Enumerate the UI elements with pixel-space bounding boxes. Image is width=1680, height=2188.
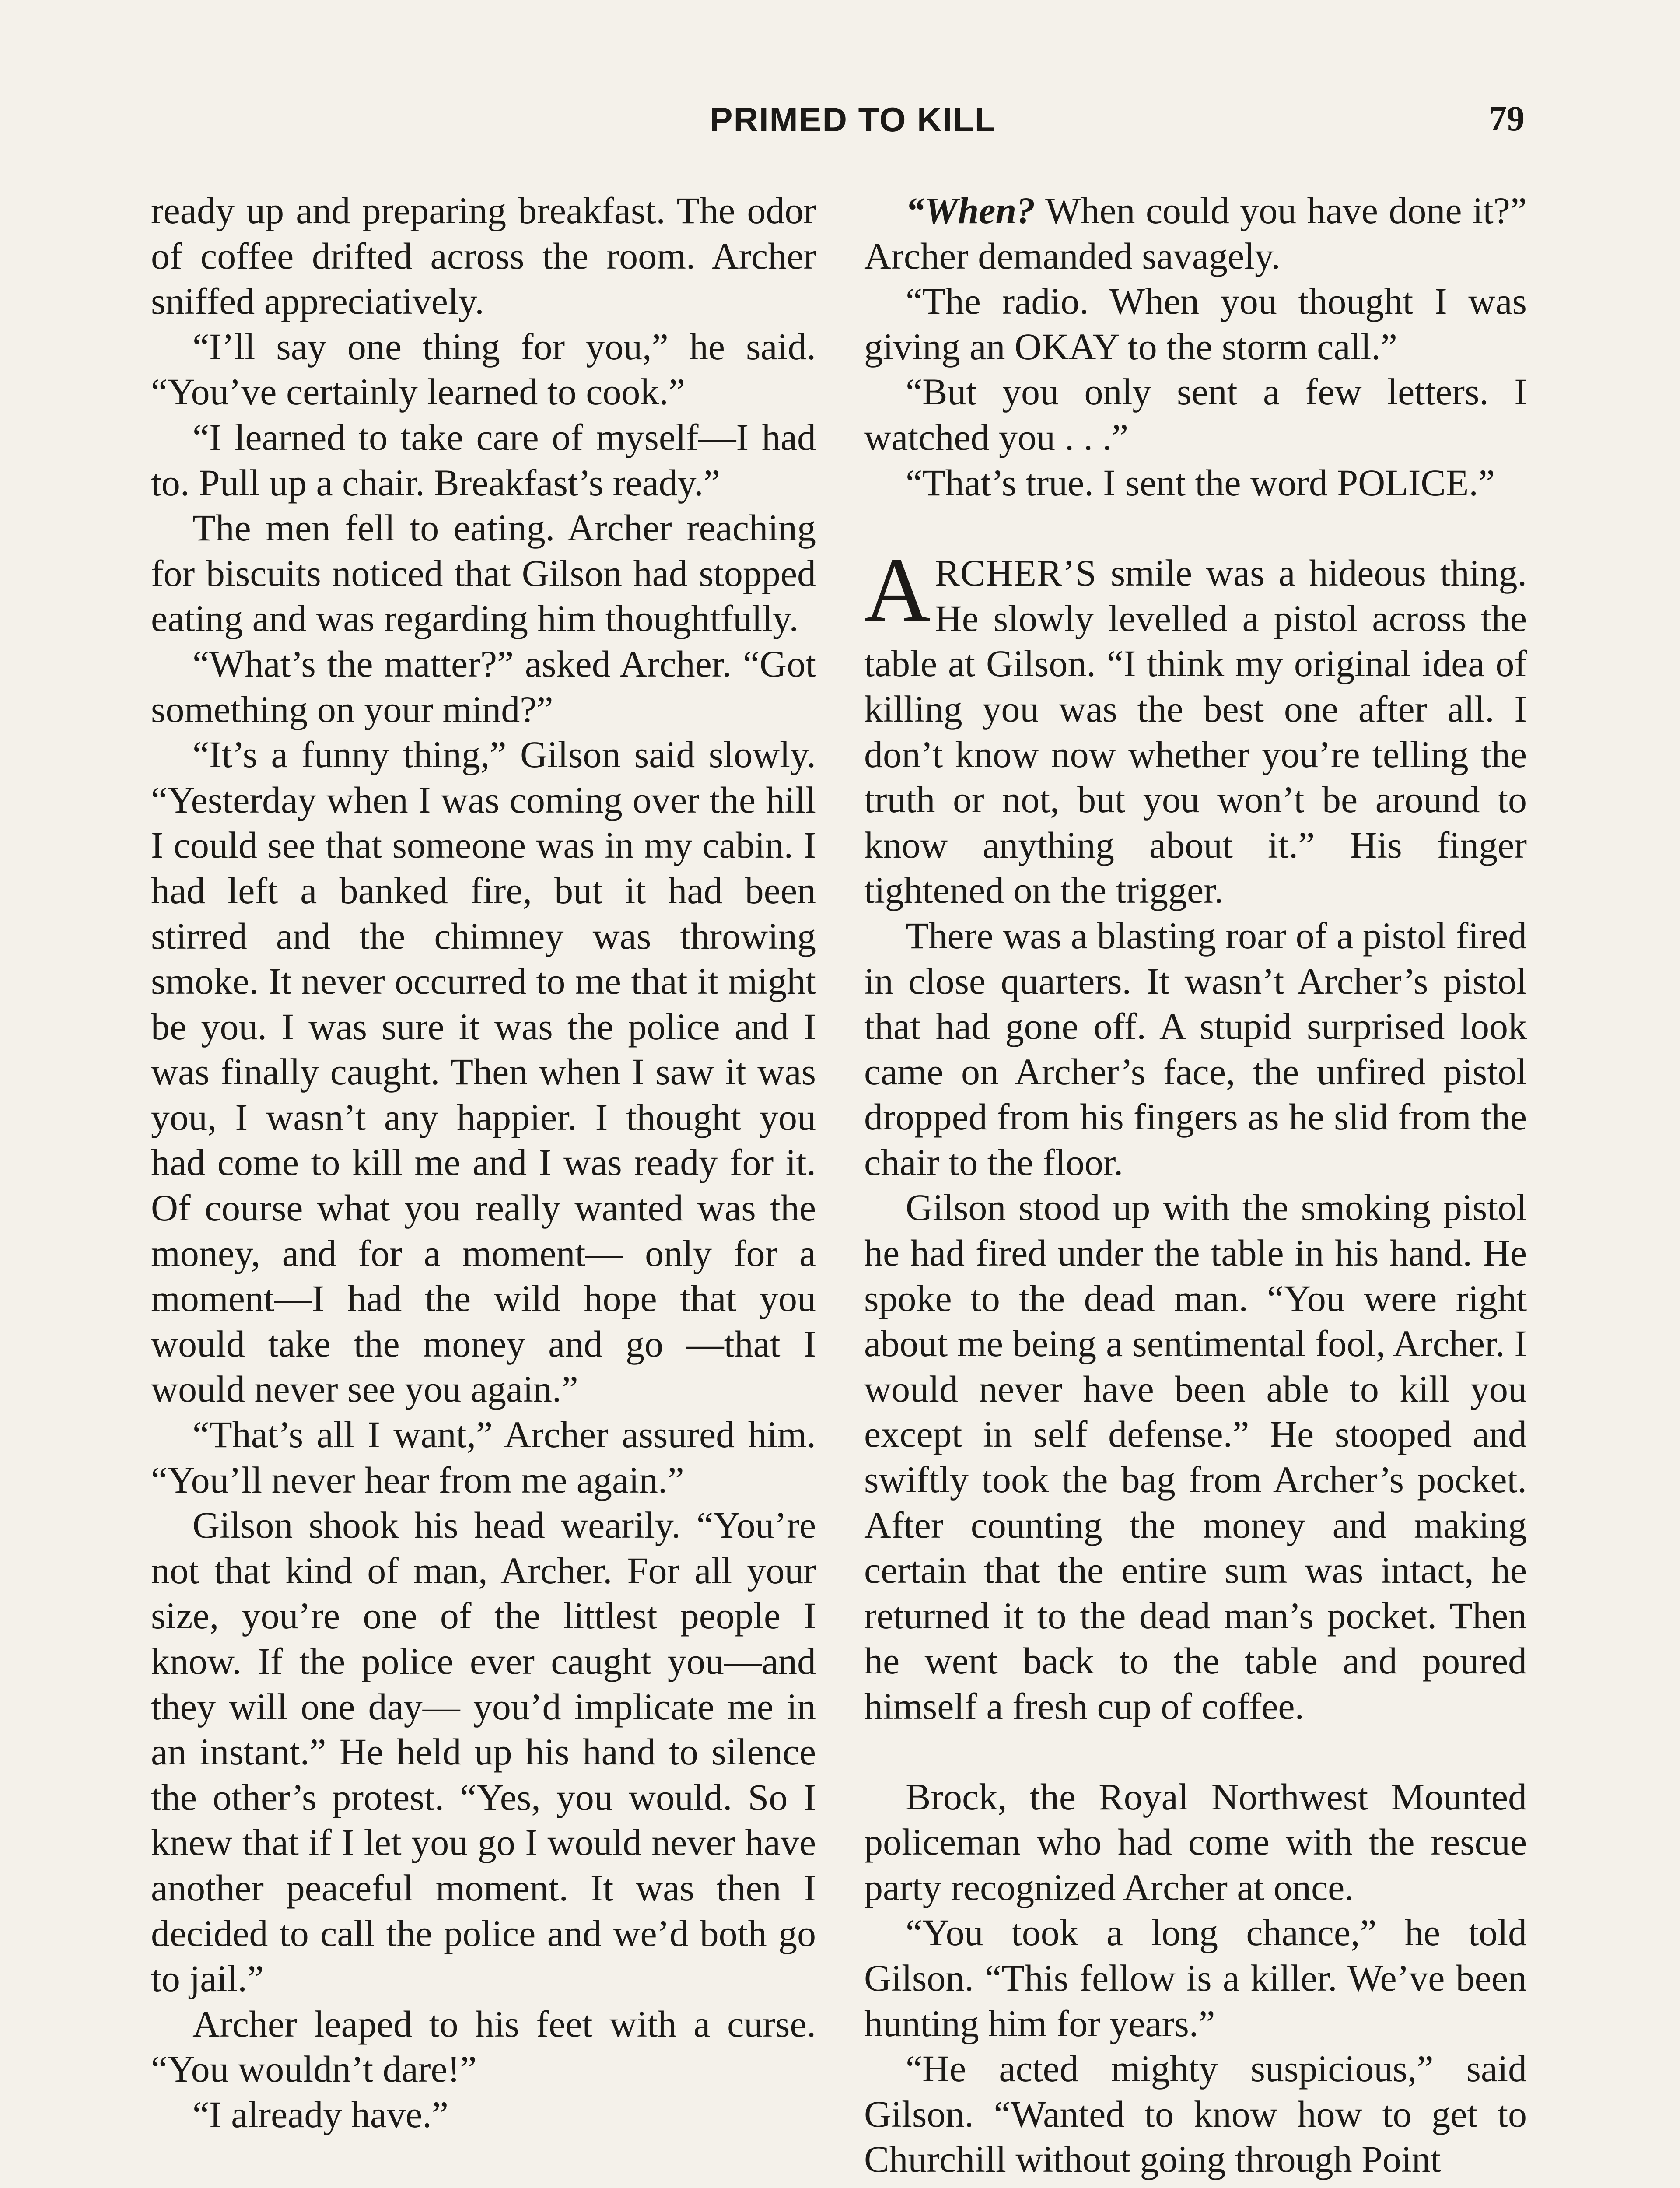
paragraph: “That’s all I want,” Archer assured him. “You’ll never hear from me again.” [151, 1413, 816, 1501]
paragraph: Archer leaped to his feet with a curse. “You wouldn’t dare!” [151, 2002, 816, 2090]
paragraph: “The radio. When you thought I was giving an OKAY to the storm call.” [864, 280, 1527, 368]
paragraph: “I learned to take care of myself—I had to. Pull up a chair. Breakfast’s ready.” [151, 416, 816, 504]
left-column [151, 188, 816, 2138]
paragraph: Gilson shook his head wearily. “You’re not that kind of man, Archer. For all your size, you’re one of the littlest people I know. If the police ever caught you—and they will one day— you’d implicate me in an instant.” He held up his hand to silence the other’s protest. “Yes, you would. So I knew that if I let you go I would never have another peaceful moment. It was then I decided to call the police and we’d both go to jail.” [151, 1504, 816, 2000]
paragraph-text: When could you have done it?” Archer demanded savagely. [864, 189, 1527, 277]
paragraph: “I already have.” [192, 2093, 448, 2135]
paragraph: ready up and preparing breakfast. The odor of coffee drifted across the room. Archer sniffed appreciatively. [151, 189, 816, 323]
paragraph: “That’s true. I sent the word POLICE.” [906, 461, 1495, 504]
paragraph: “But you only sent a few letters. I watched you . . .” [864, 371, 1527, 458]
paragraph: There was a blasting roar of a pistol fired in close quarters. It wasn’t Archer’s pistol that had gone off. A stupid surprised look came on Archer’s face, the unfired pistol dropped from his fingers as he slid from the chair to the floor. [864, 914, 1527, 1183]
paragraph: The men fell to eating. Archer reaching for biscuits noticed that Gilson had stopped eating and was regarding him thoughtfully. [151, 507, 816, 640]
right-column [864, 188, 1527, 2182]
paragraph: “What’s the matter?” asked Archer. “Got something on your mind?” [151, 642, 816, 730]
paragraph: Brock, the Royal Northwest Mounted policeman who had come with the rescue party recognized Archer at once. [864, 1775, 1527, 1908]
drop-cap: A [864, 539, 931, 641]
running-head-title: PRIMED TO KILL [710, 100, 997, 139]
paragraph [864, 188, 1527, 279]
page-number: 79 [1489, 98, 1525, 138]
emphasis-when: “When? [906, 189, 1036, 231]
small-caps-lead: RCHER’S [934, 552, 1097, 594]
paragraph: “It’s a funny thing,” Gilson said slowly. “Yesterday when I was coming over the hill I could see that someone was in my cabin. I had left a banked fire, but it had been stirred and the chimney was throwing smoke. It never occurred to me that it might be you. I was sure it was the police and I was finally caught. Then when I saw it was you, I wasn’t any happier. I thought you had come to kill me and I was ready for it. Of course what you really wanted was the money, and for a moment— only for a moment—I had the wild hope that you would take the money and go —that I would never see you again.” [151, 733, 816, 1410]
paragraph: “He acted mighty suspicious,” said Gilson. “Wanted to know how to get to Churchill without going through Point [864, 2048, 1527, 2181]
paragraph-text: smile was a hideous thing. He slowly levelled a pistol across the table at Gilson. “I think my original idea of killing you was the best one after all. I don’t know now whether you’re telling the truth or not, but you won’t be around to know anything about it.” His finger tightened on the trigger. [864, 552, 1527, 912]
section-opening-paragraph [864, 539, 1527, 913]
paragraph: Gilson stood up with the smoking pistol he had fired under the table in his hand. He spoke to the dead man. “You were right about me being a sentimental fool, Archer. I would never have been able to kill you except in self defense.” He stooped and swiftly took the bag from Archer’s pocket. After counting the money and making certain that the entire sum was intact, he returned it to the dead man’s pocket. Then he went back to the table and poured himself a fresh cup of coffee. [864, 1186, 1527, 1727]
paragraph: “You took a long chance,” he told Gilson. “This fellow is a killer. We’ve been hunting him for years.” [864, 1911, 1527, 2044]
paragraph: “I’ll say one thing for you,” he said. “You’ve certainly learned to cook.” [151, 325, 816, 413]
